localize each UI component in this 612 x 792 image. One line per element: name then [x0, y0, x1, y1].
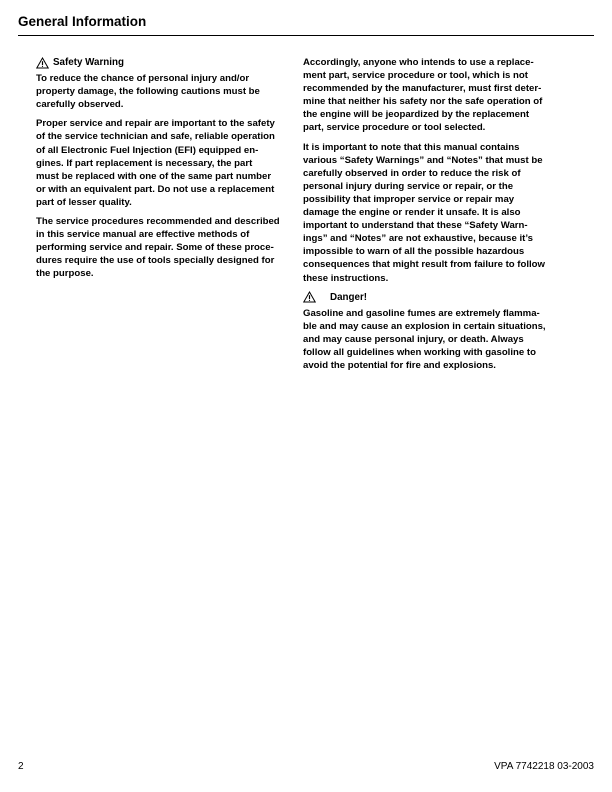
text-line: Accordingly, anyone who intends to use a replace-	[303, 57, 534, 68]
text-line: Proper service and repair are important to the safety	[36, 118, 275, 130]
document-id: VPA 7742218 03-2003	[494, 761, 594, 772]
text-line: ble and may cause an explosion in certain situations,	[303, 320, 546, 332]
text-line: and may cause personal injury, or death. Always	[303, 333, 524, 345]
text-line: the engine will be jeopardized by the replacement	[303, 109, 530, 121]
text-line: personal injury during service or repair, or the	[303, 180, 514, 192]
text-line: or with an equivalent part. Do not use a replacement	[36, 183, 275, 195]
text-line: these instructions.	[303, 272, 389, 284]
text-line: impossible to warn of all the possible hazardous	[303, 246, 525, 258]
text-line: To reduce the chance of personal injury and/or	[36, 73, 250, 85]
text-line: of all Electronic Fuel Injection (EFI) equipped en-	[36, 144, 259, 156]
text-line: damage the engine or render it unsafe. It is also	[303, 207, 521, 219]
text-line: Gasoline and gasoline fumes are extremely flamma-	[303, 307, 540, 319]
paragraph	[303, 56, 593, 135]
header-rule	[18, 35, 594, 36]
left-column	[36, 56, 296, 287]
paragraph	[303, 307, 593, 372]
paragraph	[303, 141, 593, 285]
text-line: ment part, service procedure or tool, which is not	[303, 70, 528, 82]
danger-heading	[303, 291, 593, 304]
safety-warning-heading	[36, 56, 296, 69]
warning-triangle-icon	[36, 57, 49, 69]
safety-warning-title: Safety Warning	[53, 57, 124, 68]
page-title: General Information	[18, 14, 147, 29]
text-line: recommended by the manufacturer, must first deter-	[303, 83, 542, 95]
text-line: ings” and “Notes” are not exhaustive, because it’s	[303, 233, 533, 245]
text-line: part, service procedure or tool selected.	[303, 122, 486, 134]
paragraph	[36, 117, 296, 209]
text-line: mine that neither his safety nor the safe operation of	[303, 96, 543, 108]
text-line: of the service technician and safe, reliable operation	[36, 131, 275, 143]
paragraph	[36, 72, 296, 111]
paragraph	[36, 215, 296, 280]
text-line: important to understand that these “Safety Warn-	[303, 220, 528, 232]
text-line: in this service manual are effective methods of	[36, 229, 250, 241]
danger-title: Danger!	[330, 291, 368, 303]
right-column	[303, 56, 593, 378]
text-line: gines. If part replacement is necessary, the part	[36, 157, 253, 169]
text-line: property damage, the following cautions must be	[36, 86, 260, 98]
text-line: dures require the use of tools specially designed for	[36, 255, 275, 267]
text-line: It is important to note that this manual contains	[303, 141, 520, 153]
text-line: must be replaced with one of the same part number	[36, 170, 272, 182]
text-line: various “Safety Warnings” and “Notes” that must be	[303, 154, 543, 166]
text-line: avoid the potential for fire and explosions.	[303, 360, 496, 372]
text-line: the purpose.	[36, 268, 94, 280]
text-line: carefully observed in order to reduce the risk of	[303, 167, 521, 179]
text-line: consequences that might result from failure to follow	[303, 259, 546, 271]
text-line: The service procedures recommended and described	[36, 216, 280, 228]
warning-triangle-icon	[303, 291, 316, 303]
text-line: follow all guidelines when working with gasoline to	[303, 346, 536, 358]
text-line: carefully observed.	[36, 99, 124, 111]
page-number: 2	[18, 761, 24, 772]
text-line: part of lesser quality.	[36, 196, 132, 208]
text-line: performing service and repair. Some of these proce-	[36, 242, 274, 254]
text-line: possibility that improper service or repair may	[303, 193, 515, 205]
